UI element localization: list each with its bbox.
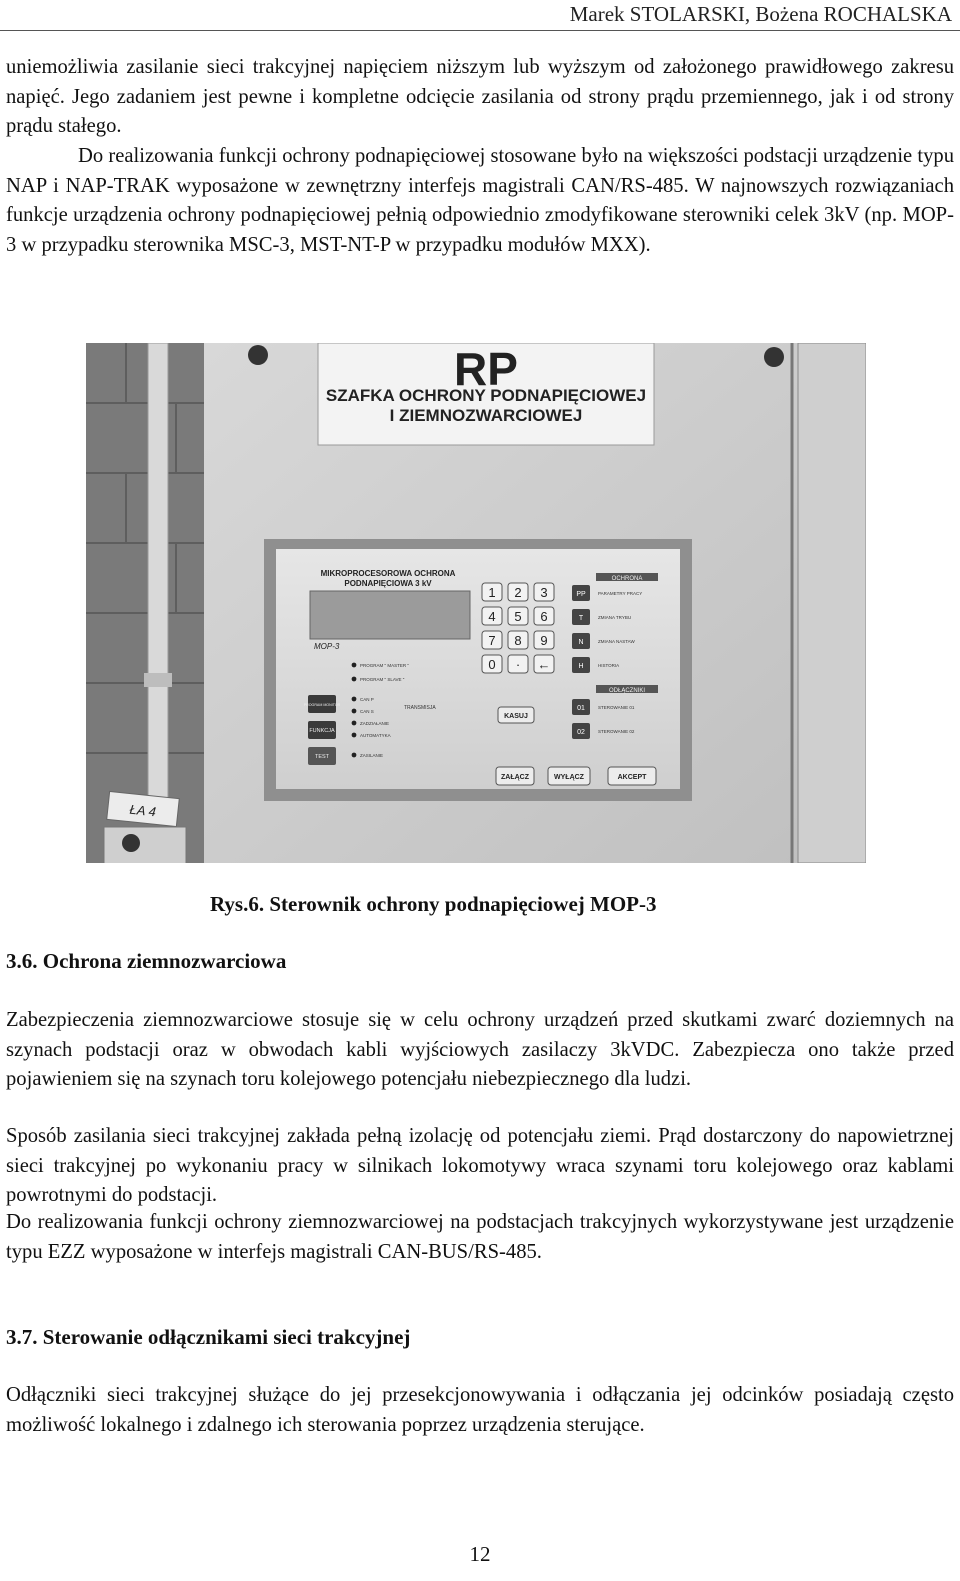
mode-buttons	[304, 695, 341, 765]
function-key-label: T	[578, 615, 584, 622]
paragraph-4: Sposób zasilania sieci trakcyjnej zakłada pełną izolację od potencjału ziemi. Prąd dostarczony do napowietrznej sieci trakcyjnej po wykonaniu pracy w silnikach lokomotywy wraca szynami toru kolejowego oraz kablami powrotnymi do podstacji.	[6, 1125, 954, 1207]
brick-wall	[86, 343, 206, 863]
mode-button-label: FUNKCJA	[309, 728, 335, 734]
keypad-key-label: 1	[488, 585, 496, 600]
status-led	[352, 753, 357, 758]
cabinet-screw-icon	[248, 345, 268, 365]
action-button-label: WYŁĄCZ	[554, 774, 584, 781]
header-rule	[0, 30, 960, 31]
status-led	[352, 677, 357, 682]
keypad-key-label: 2	[514, 585, 522, 600]
status-led-label: ZADZIAŁANIE	[360, 721, 390, 726]
keypad-key-label: 6	[540, 609, 548, 624]
transmisja-label: TRANSMISJA	[404, 705, 436, 711]
mop3-device-photo	[86, 343, 866, 863]
junction-box	[104, 827, 186, 863]
emergency-button-icon	[122, 834, 140, 852]
function-key-caption: PARAMETRY PRACY	[598, 591, 643, 596]
page-number: 12	[469, 1542, 491, 1566]
keypad-key-label: 0	[488, 657, 496, 672]
control-panel	[276, 549, 680, 789]
disconnector-key-caption: STEROWANIE 02	[598, 729, 635, 734]
status-led-label: PROGRAM " SLAVE "	[360, 677, 405, 682]
status-led	[352, 709, 357, 714]
status-led-label: ZASILANIE	[360, 753, 384, 758]
section-heading-3-7: 3.7. Sterowanie odłącznikami sieci trakcyjnej	[6, 1325, 411, 1349]
disconnector-key-caption: STEROWANIE 01	[598, 705, 635, 710]
function-key-label: PP	[576, 591, 586, 598]
cabinet-title-2: I ZIEMNOZWARCIOWEJ	[389, 406, 583, 425]
status-led	[352, 663, 357, 668]
function-key-label: H	[578, 663, 584, 670]
keypad-key-label: 4	[488, 609, 496, 624]
running-header: Marek STOLARSKI, Bożena ROCHALSKA	[569, 2, 952, 26]
keypad-key-label: ←	[537, 657, 551, 672]
device-model: MOP-3	[314, 642, 340, 651]
odlaczniki-label: ODŁĄCZNIKI	[608, 688, 646, 694]
function-key-caption: HISTORIA	[598, 663, 620, 668]
section-heading-3-6: 3.6. Ochrona ziemnozwarciowa	[6, 949, 287, 973]
figure-caption: Rys.6. Sterownik ochrony podnapięciowej MOP-3	[210, 892, 657, 916]
mode-button-label: PROGRAM MONITOR	[303, 703, 341, 707]
paragraph-6: Odłączniki sieci trakcyjnej służące do jej przesekcjonowywania i odłączania jej odcinków posiadają często możliwość lokalnego i zdalnego ich sterowania poprzez urządzenia sterujące.	[6, 1384, 954, 1436]
function-key-label: N	[578, 639, 584, 646]
paragraph-3: Zabezpieczenia ziemnozwarciowe stosuje się w celu ochrony urządzeń przed skutkami zwarć doziemnych na szynach podstacji oraz w obwodach kabli wyjściowych zasilaczy 3kVDC. Zabezpiecza ono także przed pojawieniem się na szynach toru kolejowego potencjału niebezpiecznego dla ludzi.	[6, 1009, 954, 1091]
lcd-display	[310, 591, 470, 639]
status-led	[352, 733, 357, 738]
status-led	[352, 697, 357, 702]
status-led-label: AUTOMATYKA	[360, 733, 391, 738]
function-key-caption: ZMIANA TRYBU	[598, 615, 632, 620]
status-led-label: CAN S	[360, 709, 374, 714]
function-key-caption: ZMIANA NASTAW	[598, 639, 635, 644]
panel-title-2: PODNAPIĘCIOWA 3 kV	[344, 579, 432, 588]
action-button-label: AKCEPT	[617, 774, 647, 781]
keypad-key-label: 7	[488, 633, 496, 648]
disconnector-key-label: 01	[577, 705, 585, 712]
action-button-label: ZAŁĄCZ	[501, 774, 529, 781]
paragraph-1: uniemożliwia zasilanie sieci trakcyjnej napięciem niższym lub wyższym od założonego prawidłowego zakresu napięć. Jego zadaniem jest pewne i kompletne odcięcie zasilania od strony prądu przemiennego, jak i od strony prądu stałego.	[6, 56, 954, 138]
keypad-key-label: 9	[540, 633, 548, 648]
status-led-label: CAN P	[360, 697, 374, 702]
keypad-key-label: 5	[514, 609, 522, 624]
keypad-key-label: 8	[514, 633, 522, 648]
mode-button-label: TEST	[314, 754, 330, 760]
cabinet-code: RP	[454, 343, 518, 395]
action-button-label: KASUJ	[504, 713, 528, 720]
ochrona-label: OCHRONA	[611, 576, 643, 582]
wall-sign-text: ŁA 4	[128, 801, 157, 820]
keypad-key-label: ·	[515, 657, 521, 672]
paragraph-2: Do realizowania funkcji ochrony podnapięciowej stosowane było na większości podstacji urządzenie typu NAP i NAP-TRAK wyposażone w zewnętrzny interfejs magistrali CAN/RS-485. W najnowszych rozwiązaniach funkcje urządzenia ochrony podnapięciowej pełnią odpowiednio zmodyfikowane sterowniki celek 3kV (np. MOP-3 w przypadku sterownika MSC-3, MST-NT-P w przypadku modułów MXX).	[6, 145, 954, 256]
disconnector-key-label: 02	[577, 729, 585, 736]
cabinet-title-1: SZAFKA OCHRONY PODNAPIĘCIOWEJ	[325, 386, 647, 405]
paragraph-5: Do realizowania funkcji ochrony ziemnozwarciowej na podstacjach trakcyjnych wykorzystywane jest urządzenie typu EZZ wyposażone w interfejs magistrali CAN-BUS/RS-485.	[6, 1211, 954, 1263]
cable-conduit	[148, 343, 168, 813]
figure-photo	[86, 343, 866, 863]
panel-title-1: MIKROPROCESOROWA OCHRONA	[320, 569, 456, 578]
status-led	[352, 721, 357, 726]
keypad-key-label: 3	[540, 585, 548, 600]
status-led-label: PROGRAM " MASTER "	[360, 663, 409, 668]
